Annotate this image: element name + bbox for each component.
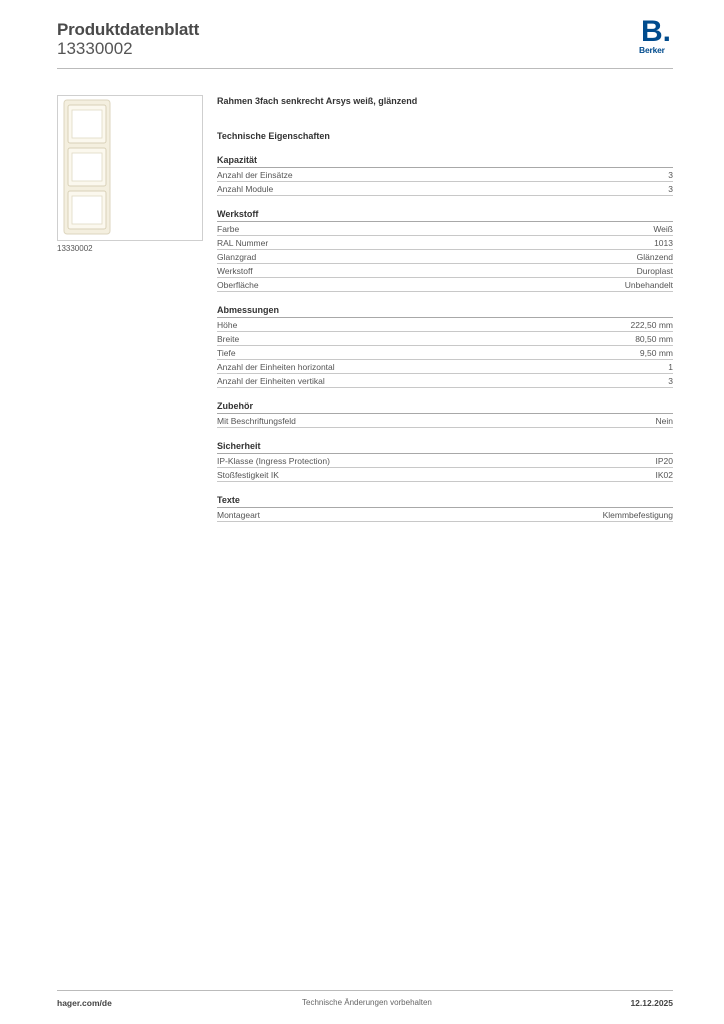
property-value: 1013: [654, 238, 673, 248]
property-label: Anzahl der Einheiten horizontal: [217, 362, 335, 372]
section-title: Sicherheit: [217, 440, 673, 454]
property-row: [217, 360, 673, 374]
property-value: Unbehandelt: [624, 280, 673, 290]
property-value: 3: [668, 376, 673, 386]
property-value: Duroplast: [636, 266, 673, 276]
property-label: Glanzgrad: [217, 252, 257, 262]
image-caption: 13330002: [57, 244, 93, 253]
section-zubehoer: [217, 400, 673, 428]
property-value: 9,50 mm: [639, 348, 673, 358]
property-value: 1: [668, 362, 673, 372]
property-label: Oberfläche: [217, 280, 259, 290]
property-value: Glänzend: [636, 252, 673, 262]
frame-illustration: [58, 96, 202, 240]
property-value: 80,50 mm: [635, 334, 673, 344]
property-value: 3: [668, 184, 673, 194]
property-value: 222,50 mm: [630, 320, 673, 330]
berker-logo: [639, 17, 673, 57]
property-label: Mit Beschriftungsfeld: [217, 416, 296, 426]
footer-divider: [57, 990, 673, 991]
footer-website: hager.com/de: [57, 998, 112, 1008]
section-title: Zubehör: [217, 400, 673, 414]
property-label: Höhe: [217, 320, 238, 330]
section-werkstoff: [217, 208, 673, 292]
property-row: [217, 264, 673, 278]
property-value: Weiß: [653, 224, 673, 234]
property-label: Montageart: [217, 510, 260, 520]
product-image: [57, 95, 203, 241]
product-details: [217, 95, 673, 522]
property-row: [217, 414, 673, 428]
section-title: Texte: [217, 494, 673, 508]
property-value: IK02: [655, 470, 673, 480]
property-row: [217, 454, 673, 468]
property-row: [217, 346, 673, 360]
property-label: Tiefe: [217, 348, 236, 358]
property-label: Stoßfestigkeit IK: [217, 470, 279, 480]
property-row: [217, 182, 673, 196]
property-row: [217, 508, 673, 522]
property-row: [217, 222, 673, 236]
property-row: [217, 168, 673, 182]
property-label: IP-Klasse (Ingress Protection): [217, 456, 330, 466]
property-label: Anzahl der Einheiten vertikal: [217, 376, 325, 386]
property-value: 3: [668, 170, 673, 180]
section-title: Werkstoff: [217, 208, 673, 222]
footer-date: 12.12.2025: [630, 998, 673, 1008]
document-title: Produktdatenblatt: [57, 20, 200, 39]
property-row: [217, 250, 673, 264]
document-header: [57, 15, 673, 70]
logo-mark: B.: [641, 15, 671, 48]
technical-properties-heading: Technische Eigenschaften: [217, 131, 330, 141]
section-texte: [217, 494, 673, 522]
section-abmessungen: [217, 304, 673, 388]
header-divider: [57, 68, 673, 69]
footer-notice: Technische Änderungen vorbehalten: [302, 998, 432, 1007]
logo-text: Berker: [639, 45, 665, 55]
section-sicherheit: [217, 440, 673, 482]
product-name: Rahmen 3fach senkrecht Arsys weiß, glänzend: [217, 96, 418, 106]
property-row: [217, 318, 673, 332]
property-label: Werkstoff: [217, 266, 253, 276]
section-title: Kapazität: [217, 154, 673, 168]
property-label: Farbe: [217, 224, 240, 234]
property-label: RAL Nummer: [217, 238, 269, 248]
property-value: Nein: [655, 416, 673, 426]
property-row: [217, 236, 673, 250]
property-row: [217, 468, 673, 482]
section-title: Abmessungen: [217, 304, 673, 318]
property-row: [217, 374, 673, 388]
property-value: IP20: [655, 456, 673, 466]
property-label: Anzahl Module: [217, 184, 274, 194]
property-value: Klemmbefestigung: [602, 510, 673, 520]
section-kapazitaet: [217, 154, 673, 196]
property-row: [217, 278, 673, 292]
property-row: [217, 332, 673, 346]
property-label: Anzahl der Einsätze: [217, 170, 293, 180]
property-label: Breite: [217, 334, 240, 344]
document-number: 13330002: [57, 39, 133, 58]
